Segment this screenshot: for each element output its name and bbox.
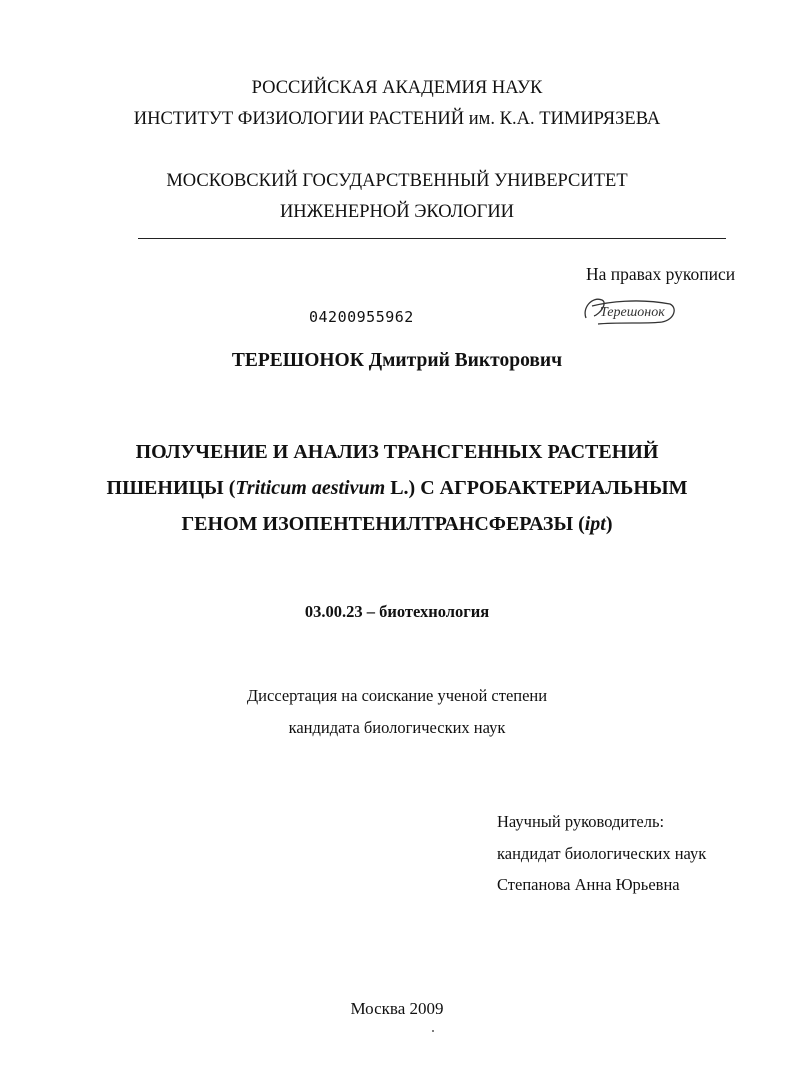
title-line-3-post: ) xyxy=(605,513,613,535)
org-university-line2: ИНЖЕНЕРНОЙ ЭКОЛОГИИ xyxy=(279,202,515,222)
degree-line-1: Диссертация на соискание ученой степени xyxy=(246,686,548,705)
gene-name: ipt xyxy=(584,513,606,535)
title-line-3-pre: ГЕНОМ ИЗОПЕНТЕНИЛТРАНСФЕРАЗЫ ( xyxy=(181,513,585,535)
org-university: МОСКОВСКИЙ ГОСУДАРСТВЕННЫЙ УНИВЕРСИТЕТ xyxy=(166,171,628,191)
city-year: Москва 2009 xyxy=(350,999,444,1018)
title-line-2 xyxy=(0,476,794,500)
species-name: Triticum aestivum xyxy=(235,477,386,499)
title-line-2-pre: ПШЕНИЦЫ ( xyxy=(106,477,236,499)
title-line-3 xyxy=(0,512,794,536)
scan-speck xyxy=(432,1030,434,1032)
registration-code: 04200955962 xyxy=(309,308,414,326)
degree-line-2: кандидата биологических наук xyxy=(288,718,506,737)
signature-text: Терешонок xyxy=(600,305,665,320)
org-academy: РОССИЙСКАЯ АКАДЕМИЯ НАУК xyxy=(251,78,543,98)
signature xyxy=(578,288,678,330)
manuscript-note: На правах рукописи xyxy=(586,264,736,284)
header-divider xyxy=(138,238,726,239)
specialty: 03.00.23 – биотехнология xyxy=(304,602,490,621)
supervisor-degree: кандидат биологических наук xyxy=(497,844,707,863)
org-institute: ИНСТИТУТ ФИЗИОЛОГИИ РАСТЕНИЙ им. К.А. ТИМИРЯЗЕВА xyxy=(133,109,661,129)
author-name: ТЕРЕШОНОК Дмитрий Викторович xyxy=(231,350,563,371)
supervisor-name: Степанова Анна Юрьевна xyxy=(497,875,680,894)
title-line-1: ПОЛУЧЕНИЕ И АНАЛИЗ ТРАНСГЕННЫХ РАСТЕНИЙ xyxy=(135,441,659,463)
supervisor-label: Научный руководитель: xyxy=(497,812,665,831)
title-line-2-post: L.) С АГРОБАКТЕРИАЛЬНЫМ xyxy=(385,477,688,499)
